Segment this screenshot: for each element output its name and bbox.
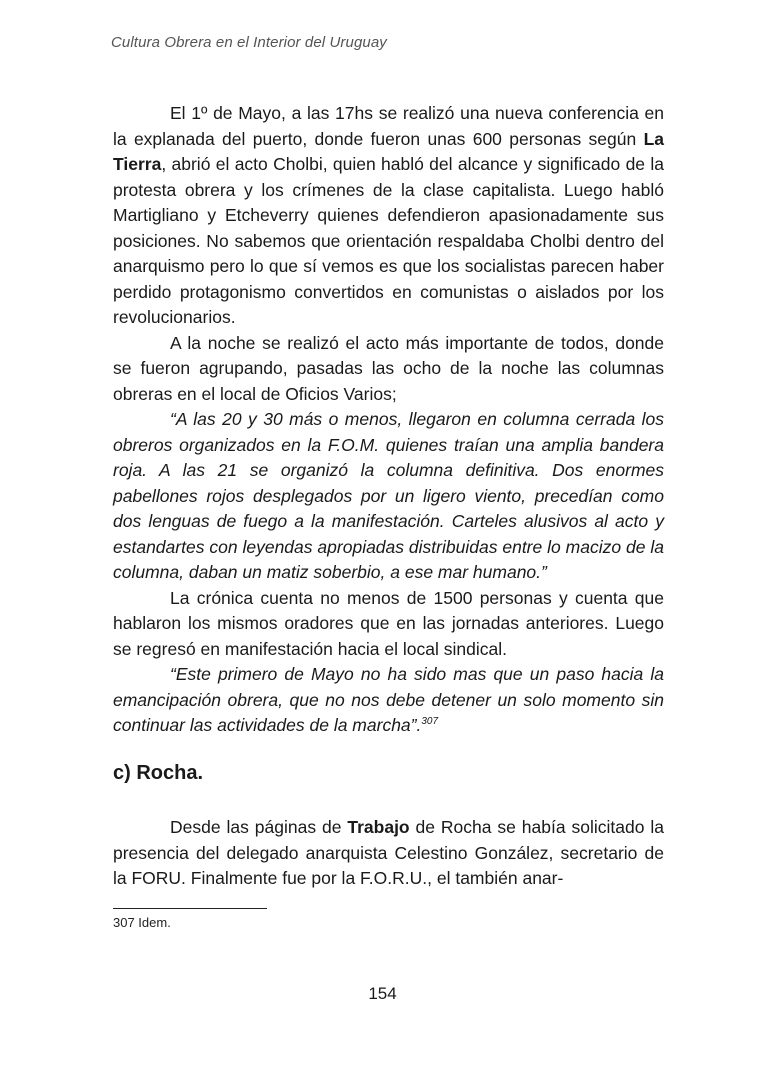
newspaper-title: La Tierra [113, 128, 664, 174]
block-quote: “A las 20 y 30 más o menos, llegaron en columna cerrada los obreros organizados en la F.O.M. quienes traían una amplia bandera roja. A las 21 se organizó la columna definitiva. Dos enormes pabellones rojos desplegados por un ligero viento, precedían como dos lenguas de fuego a la manifestación. Carteles alusivos al acto y estandartes con leyendas apropiadas distribuidas entre lo macizo de la columna, daban un matiz soberbio, a ese mar humano.” [113, 409, 664, 582]
section-text [113, 815, 664, 892]
footnote: 307 Idem. [113, 915, 171, 930]
block-quote: “Este primero de Mayo no ha sido mas que un paso hacia la emancipación obrera, que no nos debe detener un solo momento sin continuar las actividades de la marcha”.$^{307}$ [113, 664, 664, 735]
paragraph: Desde las páginas de Trabajo de Rocha se había solicitado la presencia del delegado anarquista Celestino González, secretario de la FORU. Finalmente fue por la F.O.R.U., el también anar- [113, 817, 665, 888]
paragraph: El 1º de Mayo, a las 17hs se realizó una nueva conferencia en la explanada del puerto, donde fueron unas 600 personas según La Tierra, abrió el acto Cholbi, quien habló del alcance y significado de la protesta obrera y los crímenes de la clase capitalista. Luego habló Martigliano y Etcheverry quienes defendieron apasionadamente sus posiciones. No sabemos que orientación respaldaba Cholbi dentro del anarquismo pero lo que sí vemos es que los socialistas parecen haber perdido protagonismo convertidos en comunistas o aislados por los revolucionarios. [113, 103, 664, 327]
main-text [113, 101, 664, 739]
footnote-marker: 307 [421, 716, 439, 728]
paragraph: A la noche se realizó el acto más importante de todos, donde se fueron agrupando, pasadas las ocho de la noche las columnas obreras en el local de Oficios Varios; [113, 332, 664, 404]
footnote-divider [113, 908, 267, 909]
running-title: Cultura Obrera en el Interior del Uruguay [111, 34, 387, 51]
paragraph: La crónica cuenta no menos de 1500 personas y cuenta que hablaron los mismos oradores que en las jornadas anteriores. Luego se regresó en manifestación hacia el local sindical. [113, 587, 664, 659]
newspaper-title: Trabajo [347, 817, 410, 837]
page-number: 154 [368, 984, 397, 1003]
section-heading: c) Rocha. [113, 762, 204, 784]
